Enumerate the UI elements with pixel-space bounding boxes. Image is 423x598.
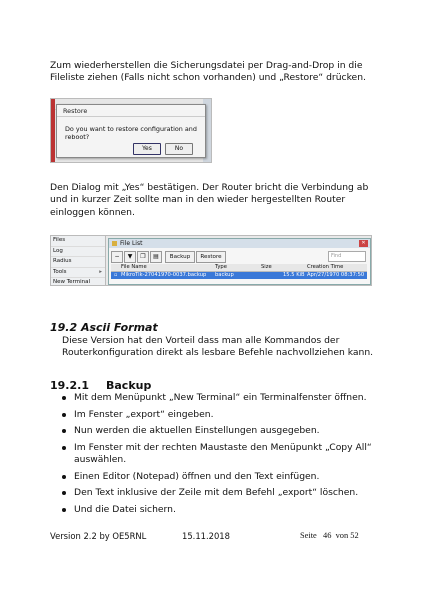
no-button[interactable]: No [165, 143, 193, 155]
page-of-label: von [335, 531, 349, 540]
column-header[interactable]: File Name [121, 264, 147, 270]
page-total: 52 [350, 531, 359, 540]
menu-item-new-terminal[interactable]: New Terminal [51, 278, 105, 286]
restore-dialog [56, 104, 206, 158]
confirm-paragraph: Den Dialog mit „Yes“ bestätigen. Der Router bricht die Verbindung ab und in kurzer Zeit sollte man in den wieder hergestellten Router einloggen können. [50, 182, 369, 218]
creation-time: Apr/27/1970 08:37:50 [307, 272, 365, 278]
dialog-title: Restore [63, 107, 88, 115]
list-item: Und die Datei sichern. [60, 504, 380, 516]
section-heading: 19.2 Ascii Format [50, 321, 158, 334]
steps-list [60, 392, 380, 520]
backup-button[interactable]: Backup [165, 251, 195, 263]
column-header[interactable]: Type [215, 264, 227, 270]
bullet-icon [62, 508, 66, 512]
copy-icon[interactable]: ❐ [137, 251, 149, 263]
menu-item-radius[interactable]: Radius [51, 257, 105, 268]
section-paragraph: Diese Version hat den Vorteil dass man alle Kommandos der Routerkonfiguration direkt als lesbare Befehle nachvollziehen kann. [62, 335, 374, 359]
intro-paragraph: Zum wiederherstellen die Sicherungsdatei per Drag-and-Drop in die Fileliste ziehen (Falls nicht schon vorhanden) und „Restore“ drücken. [50, 60, 366, 84]
subsection-title: Backup [106, 379, 152, 392]
bullet-icon [62, 429, 66, 433]
file-name: MikroTik-27041970-0037.backup [121, 272, 207, 278]
window-title: File List [120, 240, 143, 247]
list-item: Den Text inklusive der Zeile mit dem Befehl „export“ löschen. [60, 487, 380, 499]
restore-button[interactable]: Restore [196, 251, 226, 263]
file-icon: ▫ [114, 272, 118, 278]
close-icon[interactable]: ✕ [359, 240, 368, 247]
table-header [111, 264, 367, 272]
bullet-icon [62, 413, 66, 417]
page-label: Seite [300, 531, 317, 540]
bullet-icon [62, 396, 66, 400]
subsection-heading [50, 379, 151, 392]
menu-item-label: Tools [53, 268, 67, 275]
list-item: Nun werden die aktuellen Einstellungen ausgegeben. [60, 425, 380, 437]
list-item: Einen Editor (Notepad) öffnen und den Text einfügen. [60, 471, 380, 483]
file-type: backup [215, 272, 234, 278]
side-menu [51, 236, 106, 285]
yes-button[interactable]: Yes [133, 143, 161, 155]
menu-item-tools[interactable] [51, 268, 105, 279]
minus-icon[interactable]: − [111, 251, 123, 263]
list-item: Im Fenster mit der rechten Maustaste den Menüpunkt „Copy All“ auswählen. [60, 442, 380, 466]
folder-icon [112, 241, 117, 246]
file-list-window [108, 238, 371, 285]
divider [57, 116, 205, 117]
footer-page [300, 531, 359, 540]
bullet-icon [62, 475, 66, 479]
filter-icon[interactable]: ▼ [124, 251, 136, 263]
window-title-bar [109, 239, 370, 248]
column-header[interactable]: Creation Time [307, 264, 344, 270]
subsection-number: 19.2.1 [50, 379, 89, 392]
menu-item-files[interactable]: Files [51, 236, 105, 247]
table-row[interactable] [111, 272, 367, 279]
paste-icon[interactable]: ▤ [150, 251, 162, 263]
list-item: Im Fenster „export“ eingeben. [60, 409, 380, 421]
menu-item-log[interactable]: Log [51, 247, 105, 258]
chevron-right-icon: ▸ [99, 268, 102, 275]
dialog-message: Do you want to restore configuration and reboot? [65, 125, 197, 141]
list-item: Mit dem Menüpunkt „New Terminal“ ein Terminalfenster öffnen. [60, 392, 380, 404]
footer-version: Version 2.2 by OE5RNL [50, 531, 147, 541]
footer-date: 15.11.2018 [182, 531, 230, 541]
file-size: 15.5 KiB [283, 272, 305, 278]
column-header[interactable]: Size [261, 264, 272, 270]
file-list-screenshot [50, 235, 372, 286]
page-number: 46 [323, 531, 332, 540]
bullet-icon [62, 491, 66, 495]
find-input[interactable]: Find [328, 251, 366, 262]
bullet-icon [62, 446, 66, 450]
